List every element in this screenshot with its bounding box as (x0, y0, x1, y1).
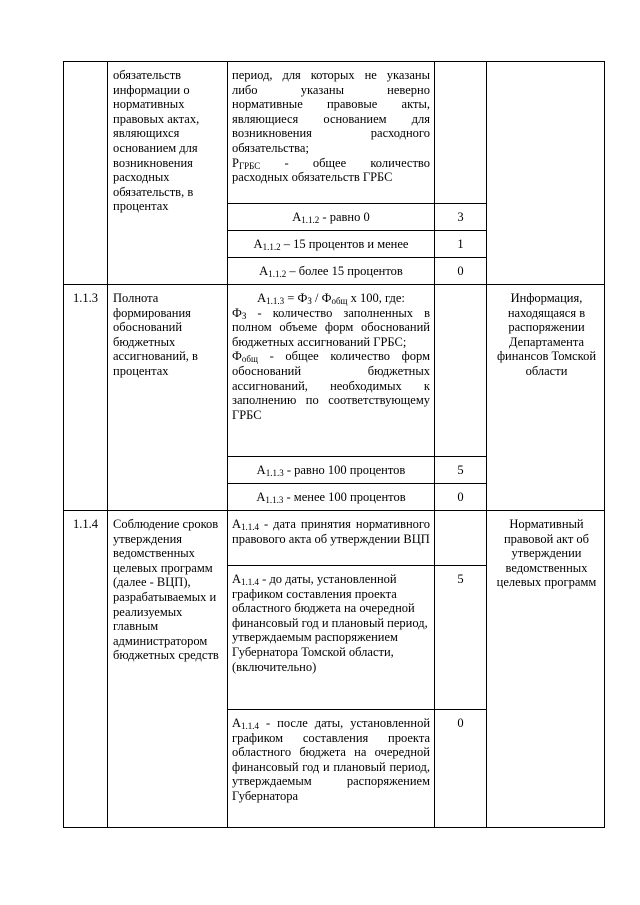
table-row (64, 511, 605, 566)
condition-text: $А_{1.1.3}$ - менее 100 процентов (228, 484, 435, 511)
score-value: 5 (435, 457, 487, 484)
row-number (64, 62, 108, 285)
indicators-table (63, 61, 605, 828)
formula-variable-def: $Р_{ГРБС}$ - общее количество (232, 155, 431, 171)
indicator-name: Соблюдение сроков утверждения ведомственных целевых программ (далее - ВЦП), разрабатываемых и реализуемых главным администратором бюджетных средств (108, 511, 228, 828)
score-cell (435, 285, 487, 457)
condition-text: $А_{1.1.2} - 15$ процентов и менее (228, 231, 435, 258)
formula-line: являющиеся основанием для (232, 111, 430, 126)
score-value: 1 (435, 231, 487, 258)
score-value: 0 (435, 258, 487, 285)
formula-line: период, для которых не указаны (232, 68, 430, 82)
condition-text: $А_{1.1.2}$ - равно 0 (228, 204, 435, 231)
formula-description (228, 62, 435, 204)
source-cell: Нормативный правовой акт об утверждении ведомственных целевых программ (487, 511, 605, 828)
table-row (64, 285, 605, 457)
score-cell (435, 62, 487, 204)
condition-text: $А_{1.1.4}$ - после даты, установленной графиком составления проекта областного бюджета на очередной финансовый год и плановый период, утверждаемым распоряжением Губернатора (228, 710, 435, 828)
formula-description: $А_{1.1.4}$ - дата принятия нормативного правового акта об утверждении ВЦП (228, 511, 435, 566)
score-value: 0 (435, 710, 487, 828)
score-value: 0 (435, 484, 487, 511)
indicator-name: Полнота формирования обоснований бюджетных ассигнований, в процентах (108, 285, 228, 511)
formula-variable-def: $Ф_{общ}$ - общее количество форм обоснований бюджетных ассигнований, необходимых к заполнению по соответствующему ГРБС (232, 349, 430, 422)
condition-text: $А_{1.1.4}$ - до даты, установленной графиком составления проекта областного бюджета на очередной финансовый год и плановый период, утверждаемым распоряжением Губернатора Томской области, (включительно) (228, 566, 435, 710)
indicator-name: обязательств информации о нормативных правовых актах, являющихся основанием для возникновения расходных обязательств, в процентах (108, 62, 228, 285)
formula-description (228, 285, 435, 457)
source-cell (487, 62, 605, 285)
source-cell: Информация, находящаяся в распоряжении Департамента финансов Томской области (487, 285, 605, 511)
formula-variable-def: $Ф_З$ - количество заполненных в полном объеме форм обоснований бюджетных ассигнований ГРБС; (232, 305, 430, 349)
condition-text: $А_{1.1.3}$ - равно 100 процентов (228, 457, 435, 484)
formula-line: расходных обязательств ГРБС (232, 170, 393, 185)
score-value: 5 (435, 566, 487, 710)
score-value: 3 (435, 204, 487, 231)
formula-line: нормативные правовые акты, (232, 97, 430, 112)
formula-equation: $А_{1.1.3} = Ф_З / Ф_{общ}$ x 100, где: (257, 291, 405, 306)
formula-line: либо указаны неверно (232, 82, 430, 97)
formula-line: возникновения расходного (232, 126, 430, 141)
row-number: 1.1.4 (64, 511, 108, 828)
formula-line: обязательства; (232, 140, 309, 155)
table-row (64, 62, 605, 204)
condition-text: $А_{1.1.2}$ – более 15 процентов (228, 258, 435, 285)
row-number: 1.1.3 (64, 285, 108, 511)
score-cell (435, 511, 487, 566)
